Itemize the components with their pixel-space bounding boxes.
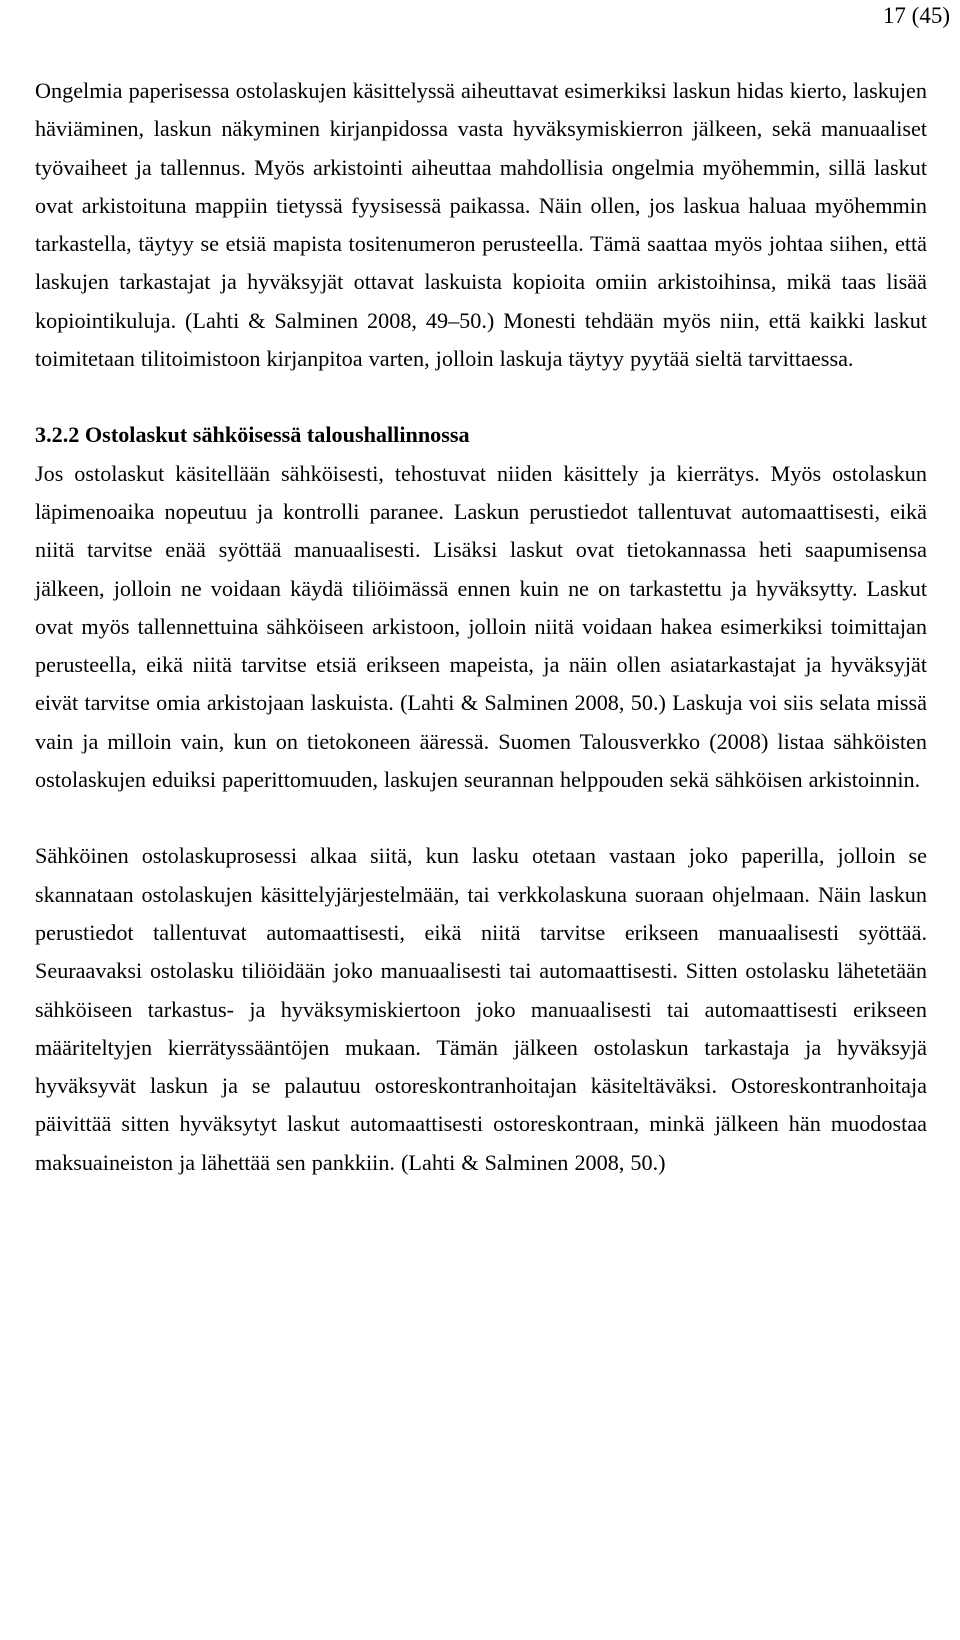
paragraph-paper-invoice-problems: Ongelmia paperisessa ostolaskujen käsittelyssä aiheuttavat esimerkiksi laskun hidas kierto, laskujen häviäminen, laskun näkyminen kirjanpidossa vasta hyväksymiskierron jälkeen, sekä manuaaliset työvaiheet ja tallennus. Myös arkistointi aiheuttaa mahdollisia ongelmia myöhemmin, sillä laskut ovat arkistoituna mappiin tietyssä fyysisessä paikassa. Näin ollen, jos laskua haluaa myöhemmin tarkastella, täytyy se etsiä mapista tositenumeron perusteella. Tämä saattaa myös johtaa siihen, että laskujen tarkastajat ja hyväksyjät ottavat laskuista kopioita omiin arkistoihinsa, mikä taas lisää kopiointikuluja. (Lahti & Salminen 2008, 49–50.) Monesti tehdään myös niin, että kaikki laskut toimitetaan tilitoimistoon kirjanpitoa varten, jolloin laskuja täytyy pyytää sieltä tarvittaessa. (35, 78, 927, 372)
page-number: 17 (45) (882, 3, 950, 28)
page-body (35, 72, 927, 1182)
paragraph-electronic-process: Sähköinen ostolaskuprosessi alkaa siitä, kun lasku otetaan vastaan joko paperilla, jolloin se skannataan ostolaskujen käsittelyjärjestelmään, tai verkkolaskuna suoraan ohjelmaan. Näin laskun perustiedot tallentuvat automaattisesti, eikä niitä tarvitse erikseen manuaalisesti syöttää. Seuraavaksi ostolasku tiliöidään joko manuaalisesti tai automaattisesti. Sitten ostolasku lähetetään sähköiseen tarkastus- ja hyväksymiskiertoon joko manuaalisesti tai automaattisesti erikseen määriteltyjen kierrätyssääntöjen mukaan. Tämän jälkeen ostolaskun tarkastaja ja hyväksyjä hyväksyvät laskun ja se palautuu ostoreskontranhoitajan käsiteltäväksi. Ostoreskontranhoitaja päivittää sitten hyväksytyt laskut automaattisesti ostoreskontraan, minkä jälkeen hän muodostaa maksuaineiston ja lähettää sen pankkiin. (Lahti & Salminen 2008, 50.) (35, 843, 927, 1175)
paragraph-electronic-benefits: Jos ostolaskut käsitellään sähköisesti, tehostuvat niiden käsittely ja kierrätys. Myös ostolaskun läpimenoaika nopeutuu ja kontrolli paranee. Laskun perustiedot tallentuvat automaattisesti, eikä niitä tarvitse enää syöttää manuaalisesti. Lisäksi laskut ovat tietokannassa heti saapumisensa jälkeen, jolloin ne voidaan käydä tiliöimässä ennen kuin ne on tarkastettu ja hyväksytty. Laskut ovat myös tallennettuina sähköiseen arkistoon, jolloin niitä voidaan hakea esimerkiksi toimittajan perusteella, eikä niitä tarvitse etsiä erikseen mapeista, ja näin ollen asiatarkastajat ja hyväksyjät eivät tarvitse omia arkistojaan laskuista. (Lahti & Salminen 2008, 50.) Laskuja voi siis selata missä vain ja milloin vain, kun on tietokoneen ääressä. Suomen Talousverkko (2008) listaa sähköisten ostolaskujen eduiksi paperittomuuden, laskujen seurannan helppouden sekä sähköisen arkistoinnin. (35, 460, 927, 793)
section-heading: 3.2.2 Ostolaskut sähköisessä taloushallinnossa (35, 422, 470, 448)
